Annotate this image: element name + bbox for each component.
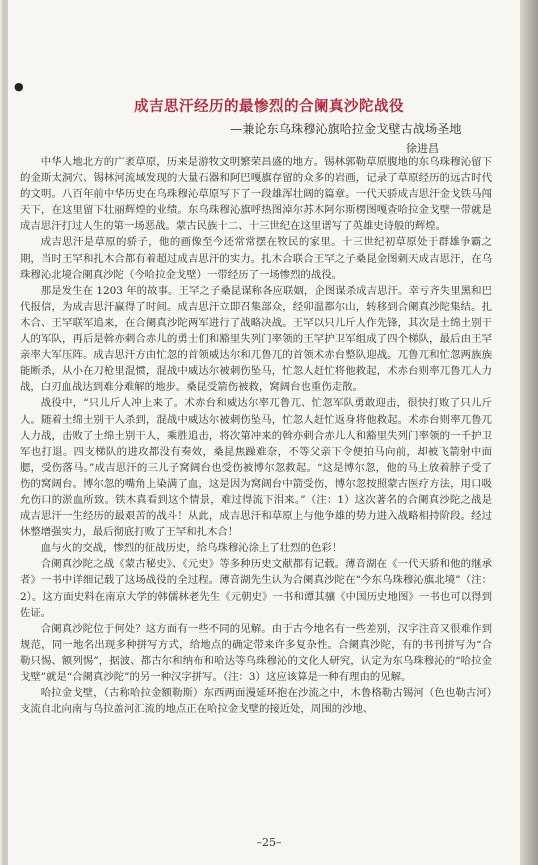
paragraph: 中华人地北方的广袤草原，历来是游牧文明繁荣昌盛的地方。锡林郭勒草原腹地的东乌珠穆沁留下的金斯太洞穴、锡林河流域发现的大量石器和阿巴嘎旗存留的众多的岩画，记录了草原经历的远古时代的文明。八百年前中华历史在乌珠穆沁草原写下了一段雄浑壮阔的篇章。一代天骄成吉思汗金戈铁马闯天下，在这里留下壮丽辉煌的业绩。东乌珠穆沁旗呼热图淖尔苏木阿尔斯楞图嘎查哈拉金戈壁一带就是成吉思汗打过人生的第一场恶战。蒙古民族十二、十三世纪在这里谱写了英雄史诗般的辉煌。: [20, 156, 492, 233]
paragraph: 合阑真沙陀之战《蒙古秘史》、《元史》等多种历史文献都有记载。薄音湖在《一代天骄和他的继承者》一书中详细记载了这场战役的全过程。薄音湖先生认为合阑真沙陀在“今东乌珠穆沁旗北境”（注：2）。这方面史料在南京大学的韩儒林老先生《元朝史》一书和谭其骧《中国历史地图》一书也可以得到佐证。: [20, 558, 492, 619]
article-body: [20, 154, 492, 717]
bullet-icon: ●: [14, 80, 24, 93]
article-author: 徐进昌: [406, 142, 439, 155]
article-title: 成吉思汗经历的最惨烈的合阑真沙陀战役: [134, 98, 404, 115]
paragraph: 合阑真沙陀位于何处？这方面有一些不同的见解。由于古今地名有一些差别，汉字注音又很难作到规范，同一地名出现多种拼写方式，给地点的确定带来许多复杂性。合阑真沙陀，有的书刊拼写为“合勒只惕、额列惕”，据波、都古尔和纳布和哈达等乌珠穆沁的文化人研究，认定为东乌珠穆沁的“哈拉金戈壁”就是“合阑真沙陀”的另一种汉字拼写。（注：3）这应该算是一种有理由的见解。: [20, 622, 492, 683]
paragraph: 哈拉金戈壁，（古称哈拉金额勒斯）东西两面漫延环抱在沙流之中，木鲁格勒古锡河（色也勒古河）支流自北向南与乌拉盖河汇流的地点正在哈拉金戈壁的接近处，周围的沙地、: [20, 687, 492, 716]
paragraph: 那是发生在 1203 年的故事。王罕之子桑昆谋称各应联姻，企图谋杀成吉思汗。幸亏齐失里黑和巴代报信，为成吉思汗赢得了时间。成吉思汗立即召集部众，经卯温都尔山，转移到合阑真沙陀集结。扎木合、王罕联军追来，在合阑真沙陀两军进行了战略决战。王罕以只儿斤人作先锋，其次是土绵土别干人的军队，再后是斡亦剌合赤儿的勇士们和豁里失列门率领的王罕护卫军组成了四个梯队，最后由王罕亲率大军压阵。成吉思汗方由忙忽的首领威达尔和兀鲁兀的首领术赤台整队迎战。兀鲁兀和忙忽两族族能断杀，从小在刀枪里混惯，混战中威达尔被刺伤坠马，忙忽人赶忙将他救起，术赤台则率兀鲁兀人力战，白刃血战达到难分难解的地步。桑昆受箭伤被救，窝阔台也重伤走散。: [20, 284, 492, 394]
paragraph: 战役中，“只儿斤人冲上来了。术赤台和威达尔率兀鲁兀、忙忽军队勇敢迎击，很快打败了只儿斤人。随着土绵土别干人杀到，混战中威达尔被刺伤坠马，忙忽人赶忙返身将他救起。术赤台则率兀鲁兀人力战，击败了土绵土别干人，乘胜追击，将次第冲来的斡亦剌合赤儿人和豁里失列门率领的一千护卫军也打退。四支梯队的进攻都没有奏效，桑昆焦躁难奈，不等父亲下令便拍马向前，却被飞箭射中面腮，受伤落马。”成吉思汗的三儿子窝阔台也受伤被博尔忽救起。“这是博尔忽，他的马上放着脖子受了伤的窝阔台。博尔忽的嘴角上染满了血，这是因为窝阔台中箭受伤，博尔忽按照蒙古医疗方法，用口吸允伤口的淤血所致。铁木真看到这个情景，难过得流下泪来。”（注：1）这次著名的合阑真沙陀之战是成吉思汗一生经历的最艰苦的战斗！从此，成吉思汗和草原上与他争雄的势力进入战略相持阶段。经过休整增强实力，最后彻底打败了王罕和扎木合！: [20, 397, 492, 539]
paragraph: 成吉思汗是草原的骄子，他的画像至今还常常摆在牧民的家里。十三世纪初草原处于群雄争霸之期，当时王罕和扎木合都有着超过成吉思汗的实力。扎木合联合王罕之子桑昆金图刺天成吉思汗，在乌珠穆沁北境合阑真沙陀（今哈拉金戈壁）一带经历了一场惨烈的战役。: [20, 236, 492, 281]
paragraph: 血与火的交战，惨烈的征战历史，给乌珠穆沁涂上了壮烈的色彩！: [40, 542, 343, 555]
page-edge-shadow: [520, 0, 538, 865]
page-number: –25–: [256, 836, 282, 849]
article-subtitle: —兼论东乌珠穆沁旗哈拉金戈壁古战场圣地: [230, 122, 462, 136]
